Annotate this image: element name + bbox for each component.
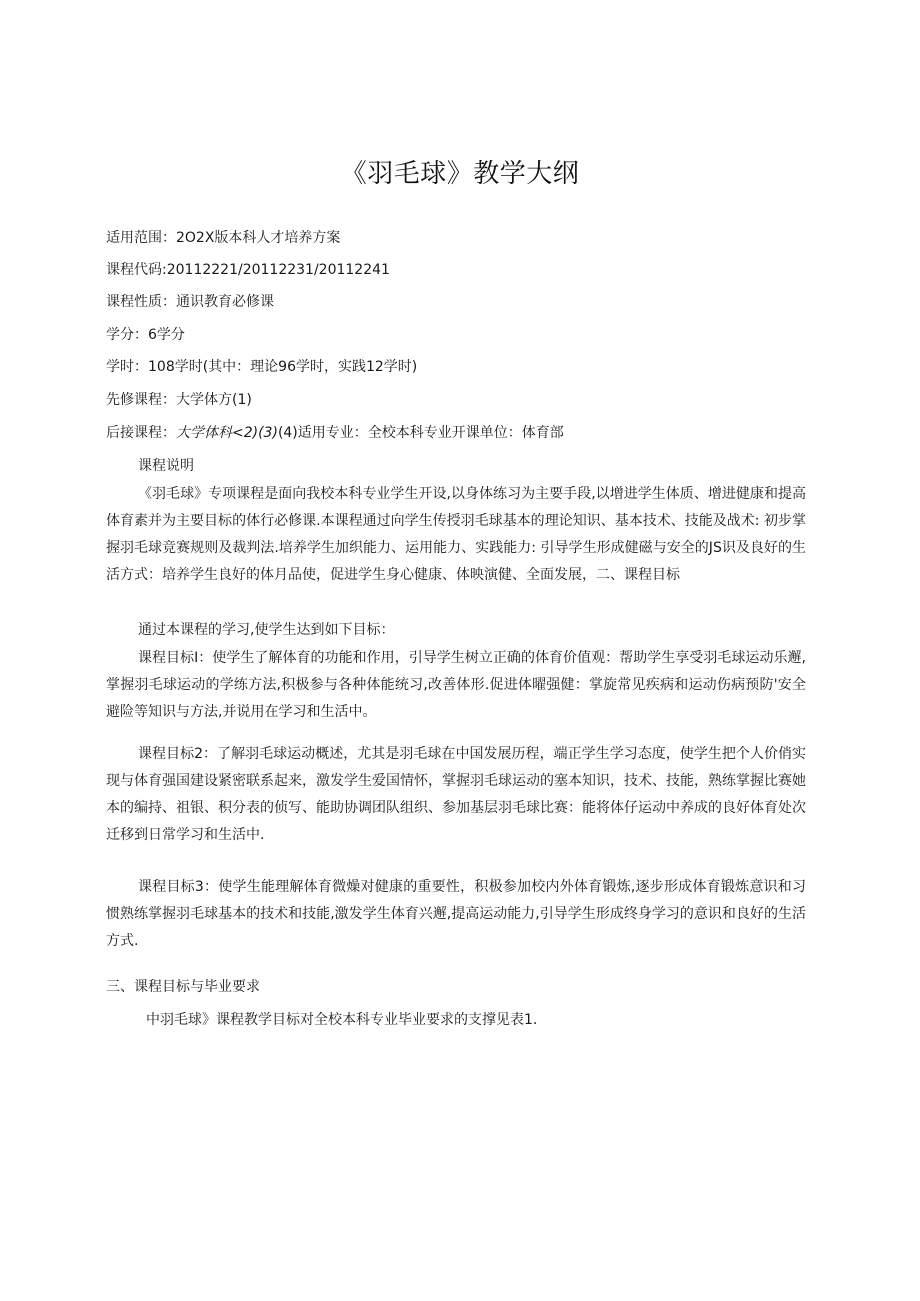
support-text-line: 中羽毛球》课程教学目标对全校本科专业毕业要求的支撑见表1. — [146, 1012, 538, 1028]
followup-course: 大学体科<2)(3) — [176, 425, 278, 441]
section-3-heading: 三、课程目标与毕业要求 — [106, 979, 260, 995]
followup-rest: (4)适用专业：全校本科专业开课单位：体育部 — [277, 425, 564, 441]
prerequisite-line: 先修课程：大学体方(1) — [106, 392, 252, 408]
followup-label: 后接课程： — [106, 425, 176, 441]
hours-line: 学时：108学时(其中：理论96学时，实践12学时) — [106, 359, 418, 375]
credits-line: 学分：6学分 — [106, 327, 185, 343]
goals-intro-line: 通过本课程的学习,使学生达到如下目标： — [138, 622, 395, 638]
course-nature-line: 课程性质：通识教育必修课 — [106, 294, 274, 310]
document-title: 《羽毛球》教学大纲 — [340, 159, 580, 189]
followup-line — [106, 422, 564, 442]
goal-2-paragraph: 课程目标2：了解羽毛球运动概述，尤其是羽毛球在中国发展历程，端正学生学习态度，使学生把个人价俏实现与体育强国建设紧密联系起来，激发学生爱国情怀，掌握羽毛球运动的塞本知识，技术、技能，熟练掌握比赛她本的编持、祖银、积分表的侦写、能助协调团队组织、参加基层羽毛球比赛：能将体仔运动中养成的良好体育处次迁移到日常学习和生活中. — [106, 746, 806, 843]
course-code-line: 课程代码:20112221/20112231/20112241 — [106, 262, 390, 278]
scope-line: 适用范围：2O2X版本科人才培养方案 — [106, 230, 341, 246]
course-description-heading: 课程说明 — [138, 458, 194, 474]
intro-paragraph: 《羽毛球》专项课程是面向我校本科专业学生开设,以身体练习为主要手段,以增进学生体质、增进健康和提高体育素并为主要目标的体行必修课.本课程通过向学生传授羽毛球基本的理论知识、基本技术、技能及战术: 初步掌握羽毛球竞赛规则及裁判法.培养学生加织能力、运用能力、实践能力: 引导学生形成健磁与安全的JS识及良好的生活方式：培养学生良好的体月品使，促进学生身心健康、体映演健、全面发展，二、课程目标 — [106, 486, 806, 583]
goal-3-paragraph: 课程目标3：使学生能理解体育微燥对健康的重要性，积极参加校内外体育锻炼,逐步形成体育锻炼意识和习惯熟练掌握羽毛球基本的技术和技能,激发学生体育兴邂,提高运动能力,引导学生形成终身学习的意识和良好的生活方式. — [106, 879, 806, 949]
goal-1-paragraph: 课程目标I：使学生了解体育的功能和作用，引导学生树立正确的体育价值观：帮助学生享受羽毛球运动乐邂,掌握羽毛球运动的学练方法,积极参与各种体能统习,改善体形.促进体曜强健：掌旋常见疾病和运动伤病预防'安全避险等知识与方法,并说用在学习和生活中。 — [106, 650, 806, 720]
